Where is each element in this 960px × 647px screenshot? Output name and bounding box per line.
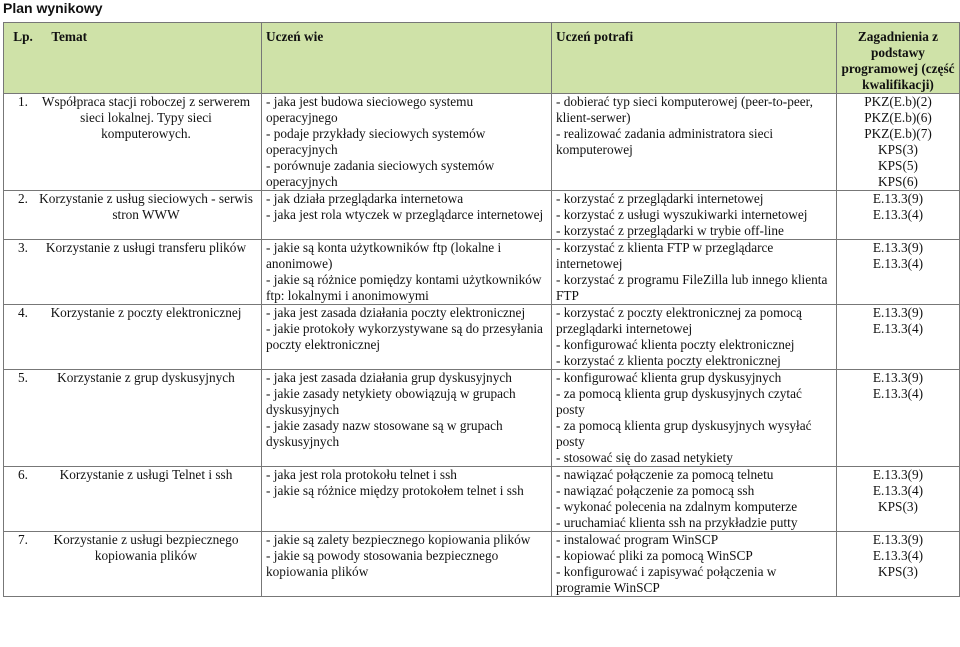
row-number: 3. — [18, 240, 28, 255]
zagadnienia-cell-line: E.13.3(4) — [872, 548, 924, 563]
zagadnienia-cell — [837, 305, 960, 370]
uczen-potrafi-cell-line: - nawiązać połączenie za pomocą ssh — [556, 483, 755, 498]
uczen-potrafi-cell-line: - nawiązać połączenie za pomocą telnetu — [556, 467, 774, 482]
uczen-potrafi-cell — [552, 240, 837, 305]
uczen-wie-cell-line: - jakie są powody stosowania bezpiecznego kopiowania plików — [266, 548, 499, 579]
zagadnienia-cell-line: E.13.3(9) — [872, 305, 924, 320]
uczen-wie-cell-line: - jakie są różnice pomiędzy kontami użytkowników ftp: lokalnymi i anonimowymi — [266, 272, 542, 303]
row-topic: Korzystanie z usługi bezpiecznego kopiowania plików — [53, 532, 239, 563]
row-lp-topic — [4, 532, 262, 597]
row-topic: Korzystanie z usług sieciowych - serwis stron WWW — [39, 191, 253, 222]
table-row — [4, 370, 960, 467]
uczen-potrafi-cell-line: - kopiować pliki za pomocą WinSCP — [556, 548, 753, 563]
uczen-potrafi-cell-line: - konfigurować i zapisywać połączenia w programie WinSCP — [556, 564, 777, 595]
uczen-potrafi-cell — [552, 191, 837, 240]
header-uczen-potrafi: Uczeń potrafi — [552, 23, 837, 94]
uczen-wie-cell — [262, 532, 552, 597]
uczen-potrafi-cell-line: - instalować program WinSCP — [556, 532, 719, 547]
uczen-potrafi-cell-line: - korzystać z poczty elektronicznej za pomocą przeglądarki internetowej — [556, 305, 802, 336]
row-number: 2. — [18, 191, 28, 206]
zagadnienia-cell — [837, 532, 960, 597]
zagadnienia-cell-line: PKZ(E.b)(2) — [864, 94, 932, 109]
zagadnienia-cell-line: KPS(6) — [878, 174, 918, 189]
uczen-potrafi-cell — [552, 305, 837, 370]
zagadnienia-cell — [837, 191, 960, 240]
zagadnienia-cell-line: PKZ(E.b)(6) — [864, 110, 932, 125]
uczen-wie-cell-line: - jakie protokoły wykorzystywane są do przesyłania poczty elektronicznej — [266, 321, 543, 352]
zagadnienia-cell-line: E.13.3(9) — [872, 191, 924, 206]
row-topic: Korzystanie z poczty elektronicznej — [50, 305, 242, 320]
uczen-wie-cell-line: - jaka jest zasada działania poczty elektronicznej — [266, 305, 526, 320]
uczen-wie-cell — [262, 240, 552, 305]
uczen-potrafi-cell-line: - dobierać typ sieci komputerowej (peer-to-peer, klient-serwer) — [556, 94, 813, 125]
plan-table — [3, 22, 960, 597]
uczen-wie-cell-line: - jaka jest rola wtyczek w przeglądarce internetowej — [266, 207, 544, 222]
zagadnienia-cell-line: E.13.3(9) — [872, 370, 924, 385]
uczen-wie-cell-line: - jaka jest rola protokołu telnet i ssh — [266, 467, 457, 482]
row-number: 1. — [18, 94, 28, 109]
uczen-wie-cell-line: - jaka jest zasada działania grup dyskusyjnych — [266, 370, 512, 385]
zagadnienia-cell-line: E.13.3(9) — [872, 240, 924, 255]
zagadnienia-cell-line: KPS(3) — [878, 564, 918, 579]
table-row — [4, 94, 960, 191]
zagadnienia-cell-line: E.13.3(4) — [872, 256, 924, 271]
table-row — [4, 240, 960, 305]
row-topic: Korzystanie z usługi transferu plików — [45, 240, 247, 255]
uczen-potrafi-cell-line: - konfigurować klienta poczty elektronicznej — [556, 337, 795, 352]
row-lp-topic — [4, 305, 262, 370]
row-topic: Korzystanie z usługi Telnet i ssh — [59, 467, 233, 482]
uczen-potrafi-cell-line: - korzystać z klienta FTP w przeglądarce internetowej — [556, 240, 774, 271]
uczen-potrafi-cell-line: - wykonać polecenia na zdalnym komputerze — [556, 499, 798, 514]
header-uczen-wie: Uczeń wie — [262, 23, 552, 94]
zagadnienia-cell-line: E.13.3(9) — [872, 532, 924, 547]
uczen-wie-cell — [262, 467, 552, 532]
zagadnienia-cell-line: E.13.3(4) — [872, 483, 924, 498]
zagadnienia-cell-line: PKZ(E.b)(7) — [864, 126, 932, 141]
uczen-wie-cell-line: - porównuje zadania sieciowych systemów operacyjnych — [266, 158, 495, 189]
zagadnienia-cell-line: KPS(3) — [878, 499, 918, 514]
header-temat: Temat — [51, 29, 88, 44]
zagadnienia-cell-line: E.13.3(4) — [872, 321, 924, 336]
header-row — [4, 23, 960, 94]
uczen-wie-cell-line: - podaje przykłady sieciowych systemów operacyjnych — [266, 126, 486, 157]
uczen-potrafi-cell-line: - korzystać z przeglądarki w trybie off-line — [556, 223, 784, 238]
uczen-potrafi-cell-line: - za pomocą klienta grup dyskusyjnych czytać posty — [556, 386, 802, 417]
uczen-potrafi-cell — [552, 370, 837, 467]
uczen-potrafi-cell-line: - korzystać z usługi wyszukiwarki internetowej — [556, 207, 808, 222]
header-zagadnienia: Zagadnienia z podstawy programowej (część kwalifikacji) — [837, 23, 960, 94]
uczen-potrafi-cell-line: - korzystać z programu FileZilla lub innego klienta FTP — [556, 272, 828, 303]
zagadnienia-cell-line: E.13.3(9) — [872, 467, 924, 482]
uczen-wie-cell-line: - jaka jest budowa sieciowego systemu operacyjnego — [266, 94, 474, 125]
uczen-wie-cell — [262, 305, 552, 370]
row-lp-topic — [4, 467, 262, 532]
uczen-potrafi-cell — [552, 467, 837, 532]
row-topic: Współpraca stacji roboczej z serwerem sieci lokalnej. Typy sieci komputerowych. — [41, 94, 251, 141]
uczen-potrafi-cell-line: - korzystać z klienta poczty elektronicznej — [556, 353, 781, 368]
row-lp-topic — [4, 370, 262, 467]
uczen-potrafi-cell-line: - uruchamiać klienta ssh na przykładzie putty — [556, 515, 798, 530]
uczen-wie-cell-line: - jakie zasady nazw stosowane są w grupach dyskusyjnych — [266, 418, 503, 449]
row-lp-topic — [4, 240, 262, 305]
uczen-wie-cell-line: - jakie są zalety bezpiecznego kopiowania plików — [266, 532, 531, 547]
uczen-potrafi-cell — [552, 532, 837, 597]
uczen-wie-cell — [262, 191, 552, 240]
row-lp-topic — [4, 94, 262, 191]
row-lp-topic — [4, 191, 262, 240]
page-title: Plan wynikowy — [3, 0, 103, 16]
uczen-wie-cell — [262, 370, 552, 467]
row-topic: Korzystanie z grup dyskusyjnych — [57, 370, 235, 385]
zagadnienia-cell — [837, 370, 960, 467]
table-row — [4, 467, 960, 532]
uczen-potrafi-cell-line: - korzystać z przeglądarki internetowej — [556, 191, 764, 206]
table-row — [4, 191, 960, 240]
zagadnienia-cell-line: E.13.3(4) — [872, 386, 924, 401]
zagadnienia-cell-line: E.13.3(4) — [872, 207, 924, 222]
uczen-potrafi-cell — [552, 94, 837, 191]
uczen-wie-cell-line: - jakie są różnice między protokołem telnet i ssh — [266, 483, 524, 498]
uczen-wie-cell-line: - jakie są konta użytkowników ftp (lokalne i anonimowe) — [266, 240, 502, 271]
row-number: 4. — [18, 305, 28, 320]
uczen-wie-cell-line: - jak działa przeglądarka internetowa — [266, 191, 464, 206]
uczen-potrafi-cell-line: - stosować się do zasad netykiety — [556, 450, 733, 465]
uczen-potrafi-cell-line: - konfigurować klienta grup dyskusyjnych — [556, 370, 782, 385]
uczen-potrafi-cell-line: - za pomocą klienta grup dyskusyjnych wysyłać posty — [556, 418, 812, 449]
zagadnienia-cell — [837, 94, 960, 191]
header-lp-temat — [4, 23, 262, 94]
table-row — [4, 532, 960, 597]
uczen-potrafi-cell-line: - realizować zadania administratora sieci komputerowej — [556, 126, 774, 157]
zagadnienia-cell — [837, 467, 960, 532]
row-number: 5. — [18, 370, 28, 385]
zagadnienia-cell — [837, 240, 960, 305]
header-lp: Lp. — [13, 29, 33, 44]
zagadnienia-cell-line: KPS(5) — [878, 158, 918, 173]
table-row — [4, 305, 960, 370]
uczen-wie-cell-line: - jakie zasady netykiety obowiązują w grupach dyskusyjnych — [266, 386, 516, 417]
row-number: 7. — [18, 532, 28, 547]
row-number: 6. — [18, 467, 28, 482]
uczen-wie-cell — [262, 94, 552, 191]
zagadnienia-cell-line: KPS(3) — [878, 142, 918, 157]
